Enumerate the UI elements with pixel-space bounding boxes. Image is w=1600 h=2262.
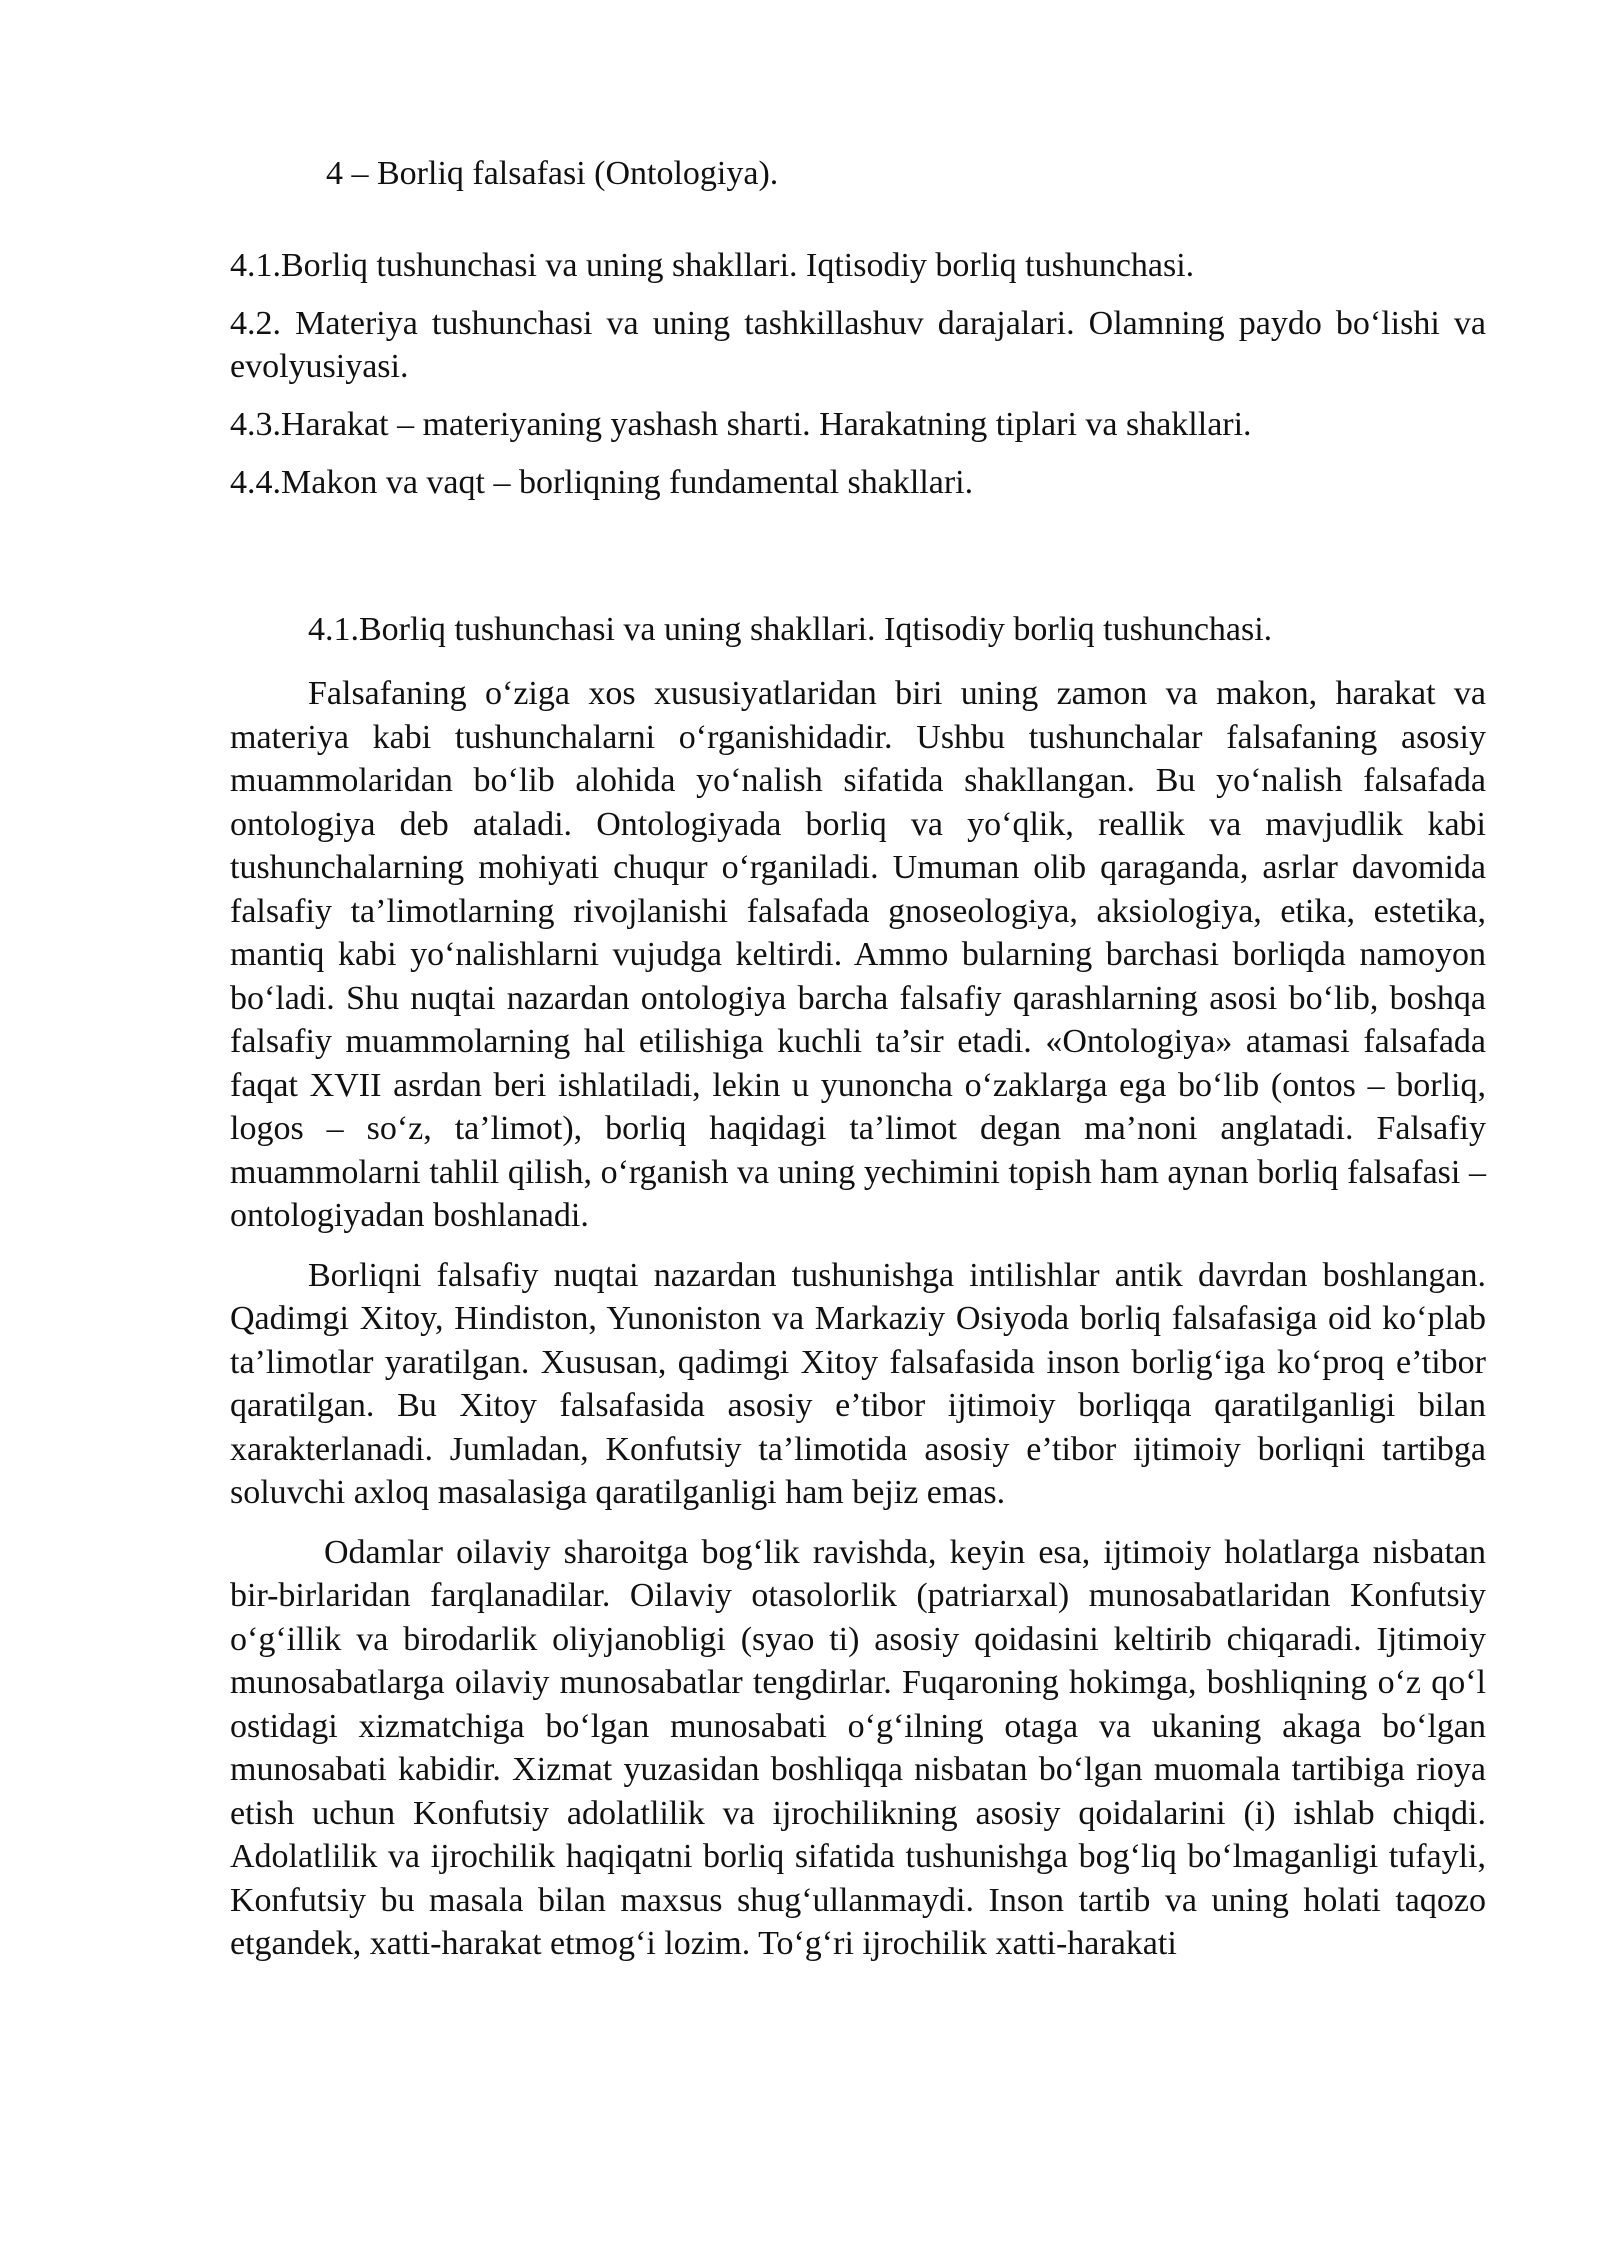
paragraph: Odamlar oilaviy sharoitga bog‘lik ravishda, keyin esa, ijtimoiy holatlarga nisbatan bir-birlaridan farqlanadilar. Oilaviy otasolorlik (patriarxal) munosabatlaridan Konfutsiy o‘g‘illik va birodarlik oliyjanobligi (syao ti) asosiy qoidasini keltirib chiqaradi. Ijtimoiy munosabatlarga oilaviy munosabatlar tengdirlar. Fuqaroning hokimga, boshliqning o‘z qo‘l ostidagi xizmatchiga bo‘lgan munosabati o‘g‘ilning otaga va ukaning akaga bo‘lgan munosabati kabidir. Xizmat yuzasidan boshliqqa nisbatan bo‘lgan muomala tartibiga rioya etish uchun Konfutsiy adolatlilik va ijrochilikning asosiy qoidalarini (i) ishlab chiqdi. Adolatlilik va ijrochilik haqiqatni borliq sifatida tushunishga bog‘liq bo‘lmaganligi tufayli, Konfutsiy bu masala bilan maxsus shug‘ullanmaydi. Inson tartib va uning holati taqozo etgandek, xatti-harakat etmog‘i lozim. To‘g‘ri ijrochilik xatti-harakati [230, 1533, 1486, 1962]
toc-item-4-2: 4.2. Materiya tushunchasi va uning tashkillashuv darajalari. Olamning paydo bo‘lishi va evolyusiyasi. [230, 305, 1486, 385]
table-of-contents [230, 244, 1486, 519]
chapter-title: 4 – Borliq falsafasi (Ontologiya). [326, 155, 779, 192]
toc-item-4-4: 4.4.Makon va vaqt – borliqning fundamental shakllari. [230, 464, 974, 501]
body-text [230, 672, 1486, 1982]
toc-item-4-3: 4.3.Harakat – materiyaning yashash sharti. Harakatning tiplari va shakllari. [230, 406, 1252, 443]
paragraph: Falsafaning o‘ziga xos xususiyatlaridan biri uning zamon va makon, harakat va materiya kabi tushunchalarni o‘rganishidadir. Ushbu tushunchalar falsafaning asosiy muammolaridan bo‘lib alohida yo‘nalish sifatida shakllangan. Bu yo‘nalish falsafada ontologiya deb ataladi. Ontologiyada borliq va yo‘qlik, reallik va mavjudlik kabi tushunchalarning mohiyati chuqur o‘rganiladi. Umuman olib qaraganda, asrlar davomida falsafiy ta’limotlarning rivojlanishi falsafada gnoseologiya, aksiologiya, etika, estetika, mantiq kabi yo‘nalishlarni vujudga keltirdi. Ammo bularning barchasi borliqda namoyon bo‘ladi. Shu nuqtai nazardan ontologiya barcha falsafiy qarashlarning asosi bo‘lib, boshqa falsafiy muammolarning hal etilishiga kuchli ta’sir etadi. «Ontologiya» atamasi falsafada faqat XVII asrdan beri ishlatiladi, lekin u yunoncha o‘zaklarga ega bo‘lib (ontos – borliq, logos – so‘z, ta’limot), borliq haqidagi ta’limot degan ma’noni anglatadi. Falsafiy muammolarni tahlil qilish, o‘rganish va uning yechimini topish ham aynan borliq falsafasi – ontologiyadan boshlanadi. [230, 675, 1486, 1234]
section-heading: 4.1.Borliq tushunchasi va uning shakllari. Iqtisodiy borliq tushunchasi. [308, 611, 1273, 648]
paragraph: Borliqni falsafiy nuqtai nazardan tushunishga intilishlar antik davrdan boshlangan. Qadimgi Xitoy, Hindiston, Yunoniston va Markaziy Osiyoda borliq falsafasiga oid ko‘plab ta’limotlar yaratilgan. Xususan, qadimgi Xitoy falsafasida inson borlig‘iga ko‘proq e’tibor qaratilgan. Bu Xitoy falsafasida asosiy e’tibor ijtimoiy borliqqa qaratilganligi bilan xarakterlanadi. Jumladan, Konfutsiy ta’limotida asosiy e’tibor ijtimoiy borliqni tartibga soluvchi axloq masalasiga qaratilganligi ham bejiz emas. [230, 1256, 1486, 1511]
toc-item-4-1: 4.1.Borliq tushunchasi va uning shakllari. Iqtisodiy borliq tushunchasi. [230, 247, 1195, 284]
